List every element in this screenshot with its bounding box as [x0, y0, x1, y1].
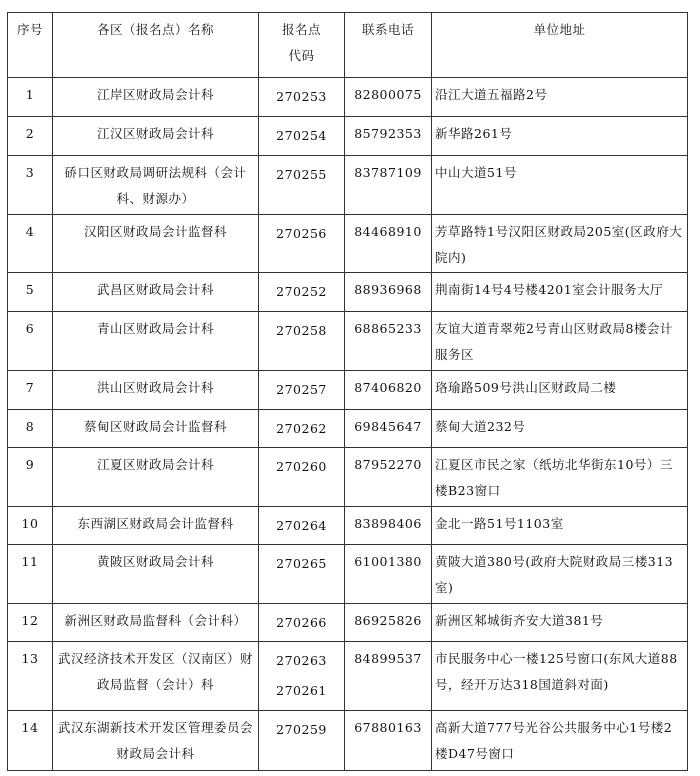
address: 黄陂大道380号(政府大院财政局三楼313室) [432, 545, 688, 604]
table-row [8, 215, 688, 273]
table-row [8, 312, 688, 371]
phone-number: 85792353 [345, 117, 432, 156]
office-name: 新洲区财政局监督科（会计科） [53, 604, 259, 642]
office-code [259, 448, 345, 507]
address: 市民服务中心一楼125号窗口(东风大道88号，经开万达318国道斜对面) [432, 642, 688, 711]
table-row [8, 371, 688, 410]
row-number: 9 [8, 448, 53, 507]
office-name: 东西湖区财政局会计监督科 [53, 507, 259, 545]
phone-number: 68865233 [345, 312, 432, 371]
phone-number: 88936968 [345, 273, 432, 312]
address: 沿江大道五福路2号 [432, 78, 688, 117]
office-name: 武昌区财政局会计科 [53, 273, 259, 312]
row-number: 4 [8, 215, 53, 273]
table-row [8, 410, 688, 448]
office-code [259, 371, 345, 410]
table-row [8, 642, 688, 711]
phone-number: 83898406 [345, 507, 432, 545]
address: 芳草路特1号汉阳区财政局205室(区政府大院内) [432, 215, 688, 273]
office-code [259, 410, 345, 448]
header-phone: 联系电话 [345, 13, 432, 78]
address: 江夏区市民之家（纸坊北华街东10号）三楼B23窗口 [432, 448, 688, 507]
table-row [8, 507, 688, 545]
office-code-value: 270265 [276, 556, 327, 571]
address: 新洲区邾城街齐安大道381号 [432, 604, 688, 642]
phone-number: 69845647 [345, 410, 432, 448]
office-code-value: 270260 [276, 459, 327, 474]
office-code-value: 270261 [276, 683, 327, 698]
address: 荆南街14号4号楼4201室会计服务大厅 [432, 273, 688, 312]
phone-number: 61001380 [345, 545, 432, 604]
address: 高新大道777号光谷公共服务中心1号楼2楼D47号窗口 [432, 711, 688, 771]
phone-number: 86925826 [345, 604, 432, 642]
office-name: 蔡甸区财政局会计监督科 [53, 410, 259, 448]
address: 蔡甸大道232号 [432, 410, 688, 448]
phone-number: 87406820 [345, 371, 432, 410]
office-code [259, 711, 345, 771]
phone-number: 84899537 [345, 642, 432, 711]
phone-number: 82800075 [345, 78, 432, 117]
table-row [8, 711, 688, 771]
header-name: 各区（报名点）名称 [53, 13, 259, 78]
office-code-value: 270264 [276, 518, 327, 533]
office-code [259, 117, 345, 156]
row-number: 7 [8, 371, 53, 410]
office-code [259, 545, 345, 604]
office-code [259, 312, 345, 371]
table-row [8, 448, 688, 507]
office-name: 黄陂区财政局会计科 [53, 545, 259, 604]
office-name: 江夏区财政局会计科 [53, 448, 259, 507]
office-code [259, 78, 345, 117]
phone-number: 87952270 [345, 448, 432, 507]
table-row [8, 604, 688, 642]
office-code [259, 507, 345, 545]
phone-number: 84468910 [345, 215, 432, 273]
table-row [8, 545, 688, 604]
office-code-value: 270254 [276, 128, 327, 143]
table-row [8, 273, 688, 312]
office-code-value: 270263 [276, 653, 327, 668]
address: 新华路261号 [432, 117, 688, 156]
row-number: 1 [8, 78, 53, 117]
header-address: 单位地址 [432, 13, 688, 78]
office-code-value: 270252 [276, 284, 327, 299]
office-name: 硚口区财政局调研法规科（会计科、财源办） [53, 156, 259, 215]
office-name: 青山区财政局会计科 [53, 312, 259, 371]
office-name: 汉阳区财政局会计监督科 [53, 215, 259, 273]
header-code [259, 13, 345, 78]
address: 金北一路51号1103室 [432, 507, 688, 545]
office-name: 江岸区财政局会计科 [53, 78, 259, 117]
table-row [8, 78, 688, 117]
office-code-value: 270256 [276, 226, 327, 241]
row-number: 5 [8, 273, 53, 312]
header-code-line1: 报名点 [281, 22, 321, 37]
row-number: 14 [8, 711, 53, 771]
office-name: 武汉经济技术开发区（汉南区）财政局监督（会计）科 [53, 642, 259, 711]
row-number: 6 [8, 312, 53, 371]
office-code-value: 270259 [276, 722, 327, 737]
office-code-value: 270258 [276, 323, 327, 338]
registration-points-table [7, 12, 688, 771]
row-number: 13 [8, 642, 53, 711]
phone-number: 83787109 [345, 156, 432, 215]
office-code-value: 270253 [276, 89, 327, 104]
office-code [259, 604, 345, 642]
table-row [8, 117, 688, 156]
office-name: 洪山区财政局会计科 [53, 371, 259, 410]
row-number: 3 [8, 156, 53, 215]
office-name: 江汉区财政局会计科 [53, 117, 259, 156]
row-number: 11 [8, 545, 53, 604]
header-no: 序号 [8, 13, 53, 78]
phone-number: 67880163 [345, 711, 432, 771]
row-number: 10 [8, 507, 53, 545]
address: 友谊大道青翠苑2号青山区财政局8楼会计服务区 [432, 312, 688, 371]
office-name: 武汉东湖新技术开发区管理委员会财政局会计科 [53, 711, 259, 771]
office-code [259, 273, 345, 312]
table-row [8, 156, 688, 215]
row-number: 8 [8, 410, 53, 448]
office-code [259, 642, 345, 711]
office-code-value: 270262 [276, 421, 327, 436]
office-code [259, 156, 345, 215]
office-code [259, 215, 345, 273]
row-number: 12 [8, 604, 53, 642]
office-code-value: 270255 [276, 167, 327, 182]
header-row [8, 13, 688, 78]
address: 珞瑜路509号洪山区财政局二楼 [432, 371, 688, 410]
header-code-line2: 代码 [288, 48, 315, 63]
row-number: 2 [8, 117, 53, 156]
office-code-value: 270266 [276, 615, 327, 630]
address: 中山大道51号 [432, 156, 688, 215]
office-code-value: 270257 [276, 382, 327, 397]
